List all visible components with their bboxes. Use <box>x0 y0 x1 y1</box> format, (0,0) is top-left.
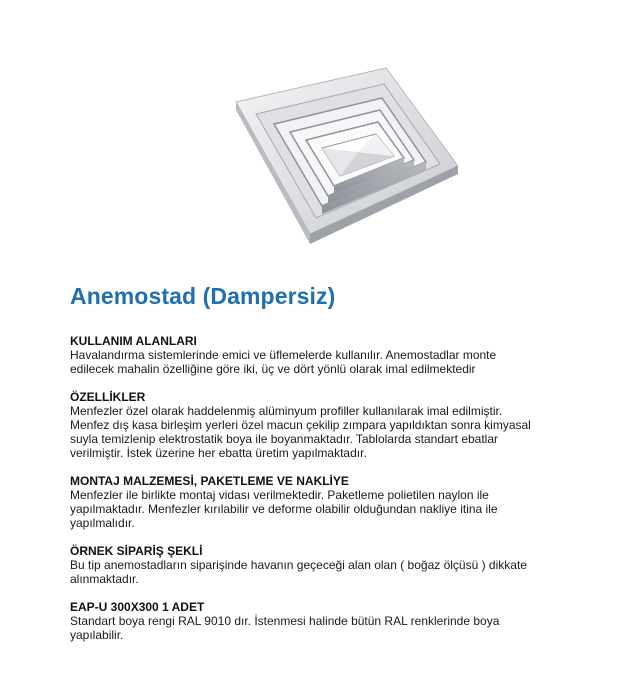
section-line: yapılmaktadır. Menfezler kırılabilir ve deforme olabilir olduğundan nakliye itina ile <box>70 502 498 516</box>
section-montaj <box>70 474 550 530</box>
section-line: Havalandırma sistemlerinde emici ve üflemelerde kullanılır. Anemostadlar monte <box>70 348 497 362</box>
section-line: Menfezler ile birlikte montaj vidası verilmektedir. Paketleme polietilen naylon ile <box>70 488 489 502</box>
section-heading: KULLANIM ALANLARI <box>70 334 197 348</box>
section-line: yapılabilir. <box>70 628 124 642</box>
section-kullanim-alanlari <box>70 334 550 376</box>
section-line: suyla temizlenip elektrostatik boya ile boyanmaktadır. Tablolarda standart ebatlar <box>70 432 499 446</box>
page-title: Anemostad (Dampersiz) <box>70 283 336 309</box>
section-line: yapılmalıdır. <box>70 516 135 530</box>
section-heading: ÖRNEK SİPARİŞ ŞEKLİ <box>70 544 203 558</box>
section-heading: ÖZELLİKLER <box>70 390 146 404</box>
section-eap-u <box>70 600 550 642</box>
section-heading: MONTAJ MALZEMESİ, PAKETLEME VE NAKLİYE <box>70 474 349 488</box>
section-ornek-siparis <box>70 544 550 586</box>
section-line: Menfezler özel olarak haddelenmiş alüminyum profiller kullanılarak imal edilmiştir. <box>70 404 503 418</box>
section-line: Menfez dış kasa birleşim yerleri özel macun çekilip zımpara yapıldıktan sonra kimyasal <box>70 418 531 432</box>
section-heading: EAP-U 300X300 1 ADET <box>70 600 205 614</box>
section-line: Standart boya rengi RAL 9010 dır. İstenmesi halinde bütün RAL renklerinde boya <box>70 614 500 628</box>
section-line: edilecek mahalin özelliğine göre iki, üç ve dört yönlü olarak imal edilmektedir <box>70 362 476 376</box>
section-ozellikler <box>70 390 550 460</box>
section-line: verilmiştir. İstek üzerine her ebatta üretim yapılmaktadır. <box>70 446 367 460</box>
section-line: Bu tip anemostadların siparişinde havanın geçeceği alan olan ( boğaz ölçüsü ) dikkate <box>70 558 527 572</box>
ceiling-air-diffuser-image <box>226 58 462 246</box>
content <box>70 334 550 656</box>
section-line: alınmaktadır. <box>70 572 139 586</box>
